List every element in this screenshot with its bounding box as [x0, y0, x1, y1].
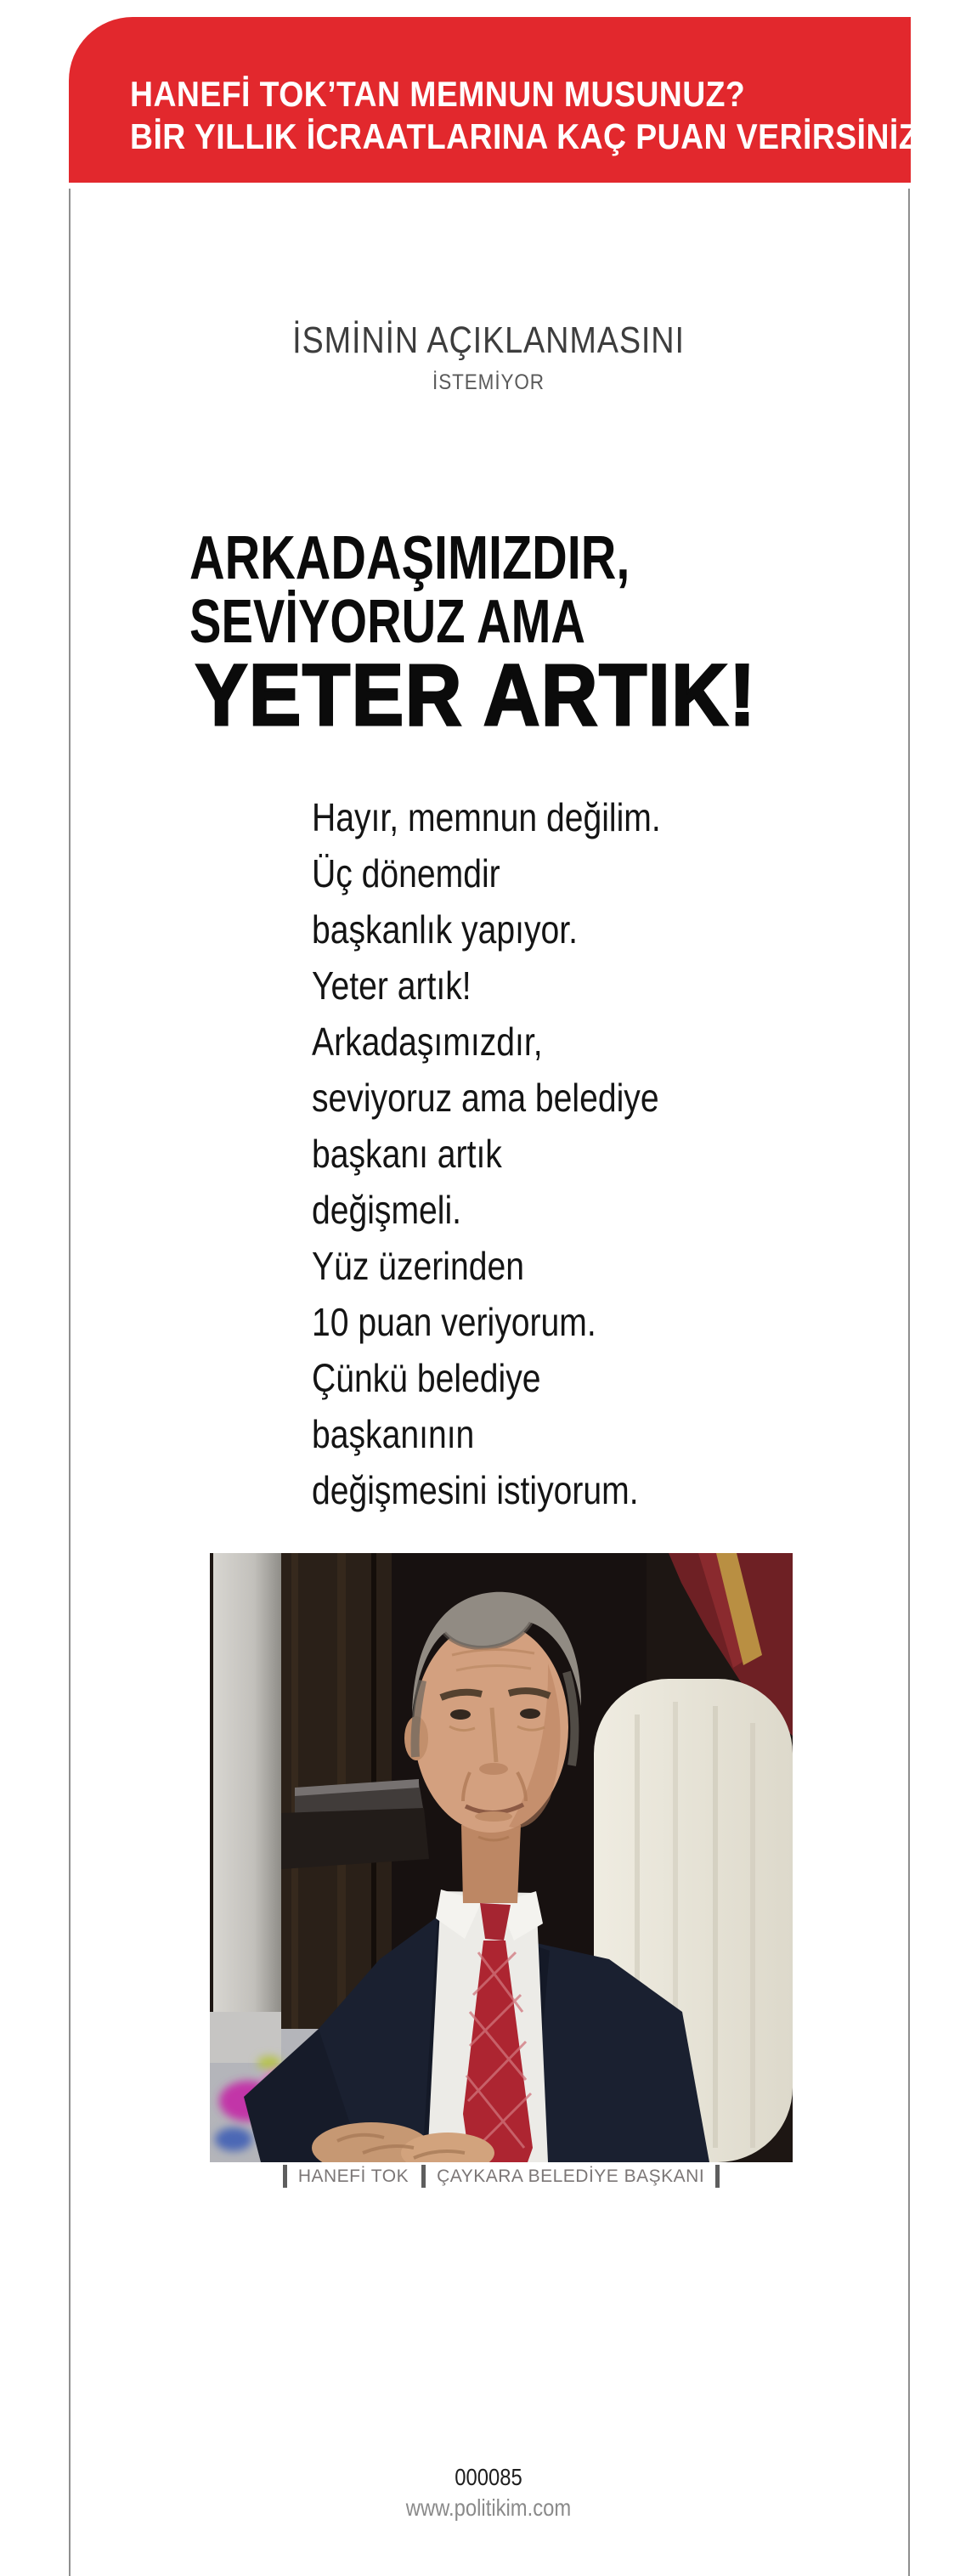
quote-line: Yüz üzerinden — [312, 1244, 524, 1288]
headline-line3: YETER ARTIK! — [195, 647, 757, 743]
banner-question-line1: HANEFİ TOK’TAN MEMNUN MUSUNUZ? — [130, 74, 746, 114]
quote-line: Çünkü belediye — [312, 1356, 541, 1400]
quote-line: Arkadaşımızdır, — [312, 1020, 543, 1064]
left-border-line — [69, 189, 71, 2576]
quote-line: başkanının — [312, 1412, 475, 1456]
headline-line2: SEVİYORUZ AMA — [189, 588, 585, 656]
banner-question-line2: BİR YILLIK İCRAATLARINA KAÇ PUAN VERİRSİNİZ? — [130, 116, 939, 156]
quote-line: değişmesini istiyorum. — [312, 1468, 639, 1512]
caption-title: ÇAYKARA BELEDİYE BAŞKANI — [437, 2166, 705, 2186]
caption-separator-bar — [421, 2165, 426, 2188]
quote-text — [312, 789, 661, 1518]
quote-line: 10 puan veriyorum. — [312, 1300, 596, 1344]
caption-separator-bar — [283, 2165, 287, 2188]
anonymity-line1: İSMİNİN AÇIKLANMASINI — [292, 319, 685, 361]
quote-line: Üç dönemdir — [312, 851, 500, 895]
caption-separator-bar — [715, 2165, 720, 2188]
photo-caption — [210, 2165, 793, 2188]
quote-line: başkanlık yapıyor. — [312, 907, 578, 952]
window-light-strip — [213, 1553, 281, 2063]
footer-code: 000085 — [455, 2464, 522, 2490]
quote-line: seviyoruz ama belediye — [312, 1076, 659, 1120]
caption-name: HANEFİ TOK — [297, 2166, 409, 2186]
anonymity-line2: İSTEMİYOR — [432, 370, 545, 394]
quote-line: Yeter artık! — [312, 963, 472, 1008]
quote-line: değişmeli. — [312, 1188, 462, 1232]
headline-line1: ARKADAŞIMIZDIR, — [189, 524, 630, 592]
header-banner — [69, 17, 939, 183]
right-border-line — [908, 189, 910, 2576]
banner-question — [130, 73, 938, 158]
quote-line: başkanı artık — [312, 1132, 502, 1176]
footer-website: www.politikim.com — [405, 2494, 572, 2521]
quote-line: Hayır, memnun değilim. — [312, 795, 661, 839]
chair-arm — [281, 1779, 429, 1869]
portrait-photo — [210, 1553, 793, 2162]
